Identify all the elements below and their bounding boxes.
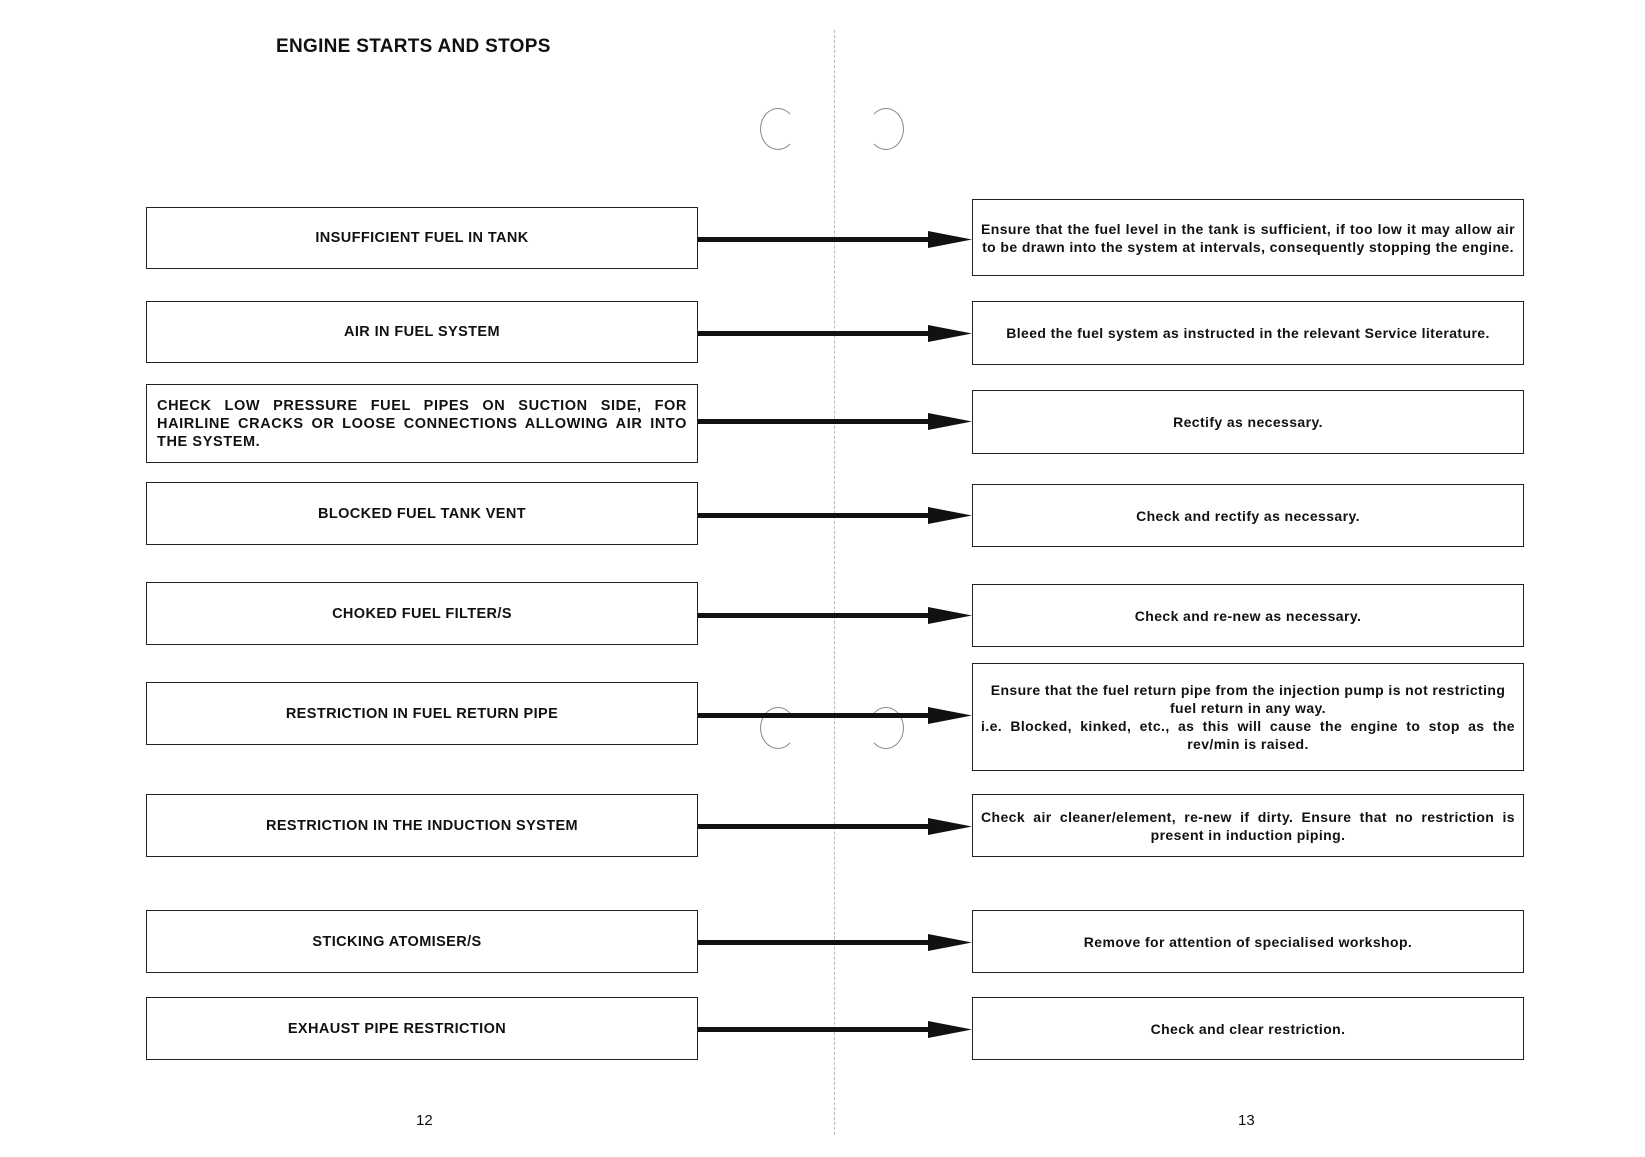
flow-arrow	[698, 931, 972, 955]
remedy-box	[972, 301, 1524, 365]
cause-label: STICKING ATOMISER/S	[312, 933, 482, 950]
cause-box	[146, 910, 698, 973]
cause-label: RESTRICTION IN THE INDUCTION SYSTEM	[265, 817, 579, 834]
flow-arrow	[698, 504, 972, 528]
cause-label: CHOKED FUEL FILTER/S	[332, 605, 512, 622]
flow-arrow	[698, 815, 972, 839]
remedy-box	[972, 663, 1524, 771]
flow-arrow	[698, 410, 972, 434]
remedy-label: Check and clear restriction.	[1150, 1020, 1346, 1037]
flow-arrow	[698, 228, 972, 252]
cause-box	[146, 794, 698, 857]
page-number-left: 12	[416, 1112, 433, 1129]
remedy-box	[972, 484, 1524, 547]
cause-label: CHECK LOW PRESSURE FUEL PIPES ON SUCTION SIDE, FOR HAIRLINE CRACKS OR LOOSE CONNECTIONS ALLOWING AIR INTO THE SYSTEM.	[157, 397, 687, 450]
flow-arrow	[698, 1018, 972, 1042]
cause-box	[146, 582, 698, 645]
cause-box	[146, 207, 698, 269]
remedy-box	[972, 390, 1524, 454]
binder-hole-right	[868, 108, 904, 150]
cause-box	[146, 682, 698, 745]
cause-box	[146, 997, 698, 1060]
remedy-box	[972, 997, 1524, 1060]
flow-arrow	[698, 322, 972, 346]
cause-label: RESTRICTION IN FUEL RETURN PIPE	[285, 705, 559, 722]
cause-label: INSUFFICIENT FUEL IN TANK	[315, 230, 529, 246]
remedy-label: Bleed the fuel system as instructed in the relevant Service literature.	[1006, 325, 1490, 341]
remedy-label: Check and rectify as necessary.	[1136, 507, 1360, 524]
flow-arrow	[698, 704, 972, 728]
remedy-label: Ensure that the fuel level in the tank is sufficient, if too low it may allow air to be drawn into the system at intervals, consequently stopping the engine.	[981, 220, 1515, 255]
remedy-label: Check air cleaner/element, re-new if dirty. Ensure that no restriction is present in induction piping.	[981, 808, 1515, 843]
cause-label: AIR IN FUEL SYSTEM	[344, 324, 500, 340]
flow-arrow	[698, 604, 972, 628]
remedy-label: Ensure that the fuel return pipe from the injection pump is not restricting fuel return in any way.	[990, 682, 1506, 716]
cause-label: EXHAUST PIPE RESTRICTION	[287, 1020, 507, 1037]
cause-box	[146, 384, 698, 463]
remedy-box	[972, 910, 1524, 973]
cause-label: BLOCKED FUEL TANK VENT	[317, 505, 527, 522]
remedy-box	[972, 199, 1524, 276]
cause-box	[146, 482, 698, 545]
remedy-label: i.e. Blocked, kinked, etc., as this will cause the engine to stop as the rev/min is raised.	[981, 718, 1515, 752]
cause-box	[146, 301, 698, 363]
remedy-box	[972, 794, 1524, 857]
remedy-label: Rectify as necessary.	[1173, 414, 1323, 430]
page-title: ENGINE STARTS AND STOPS	[276, 36, 551, 57]
page-number-right: 13	[1238, 1112, 1255, 1129]
page-fold	[834, 30, 835, 1135]
binder-hole-left	[760, 108, 796, 150]
remedy-label: Check and re-new as necessary.	[1134, 607, 1362, 624]
remedy-box	[972, 584, 1524, 647]
remedy-label: Remove for attention of specialised workshop.	[1083, 933, 1413, 950]
